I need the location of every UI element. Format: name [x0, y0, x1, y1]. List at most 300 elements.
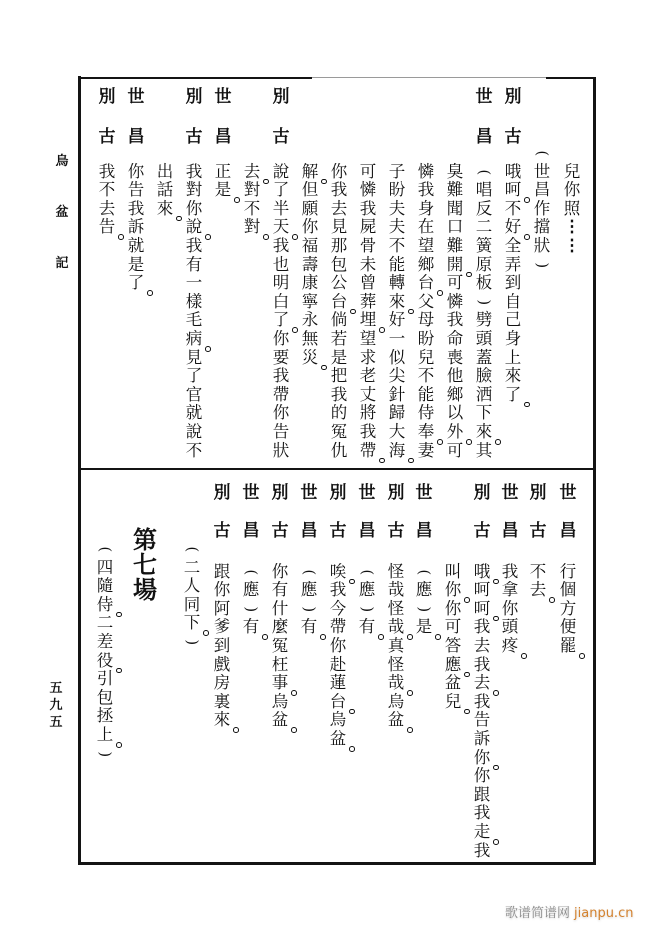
glyph: 我 — [272, 236, 290, 256]
glyph: 狀 — [533, 235, 551, 255]
glyph: ( — [415, 569, 434, 575]
dialogue-text — [556, 563, 580, 656]
glyph: 烏 — [329, 710, 347, 730]
glyph: ) — [183, 639, 202, 646]
glyph: 我 — [473, 803, 491, 823]
glyph: 引 — [96, 669, 114, 689]
glyph: ) — [475, 299, 494, 306]
glyph: 是 — [211, 181, 235, 200]
glyph: 去 — [98, 198, 116, 218]
glyph: 官 — [185, 384, 203, 404]
glyph: 世 — [475, 87, 493, 107]
glyph: 台 — [327, 293, 351, 312]
glyph: 戲 — [213, 654, 231, 674]
speaker-label — [239, 474, 263, 550]
glyph: 訴 — [127, 217, 145, 237]
glyph: ) — [96, 750, 115, 757]
stage-direction — [93, 540, 117, 763]
glyph: 自 — [504, 291, 522, 311]
glyph: 可 — [446, 273, 464, 293]
glyph: 一 — [388, 329, 406, 349]
glyph: 到 — [213, 636, 231, 656]
glyph: ( — [183, 546, 202, 553]
glyph: 望 — [359, 329, 377, 349]
glyph: 你 — [501, 598, 519, 618]
speaker-label — [556, 474, 580, 550]
glyph: 聞 — [446, 198, 464, 218]
glyph: 呵 — [473, 580, 491, 600]
speaker-label — [355, 474, 379, 550]
dialogue-text — [441, 563, 465, 712]
glyph: 屍 — [359, 217, 377, 237]
glyph: 來 — [210, 711, 234, 730]
glyph: 呵 — [501, 181, 525, 200]
glyph: 你 — [272, 403, 290, 423]
glyph: 場 — [133, 575, 157, 604]
glyph: 也 — [272, 254, 290, 274]
glyph: 可 — [359, 161, 377, 181]
glyph: 我 — [127, 198, 145, 218]
glyph: 倘 — [330, 310, 348, 330]
glyph: 你 — [563, 180, 581, 200]
glyph: 第 — [133, 525, 157, 554]
glyph: 二 — [475, 217, 493, 237]
glyph: 盆 — [444, 673, 462, 693]
glyph: 老 — [359, 366, 377, 386]
glyph: 弄 — [504, 254, 522, 274]
speaker-label — [412, 474, 436, 550]
glyph: 裏 — [213, 691, 231, 711]
glyph: 開 — [443, 256, 467, 275]
glyph: 永 — [301, 310, 319, 330]
glyph: ( — [475, 169, 494, 175]
glyph: 能 — [417, 384, 435, 404]
glyph: 帶 — [356, 442, 380, 461]
dialogue-text — [412, 563, 436, 637]
glyph: 哉 — [384, 618, 408, 637]
glyph: 侍 — [93, 596, 117, 615]
glyph: 有 — [239, 618, 263, 637]
glyph: 昌 — [475, 127, 493, 147]
frame-left-border — [78, 76, 81, 865]
glyph: 不 — [185, 440, 203, 460]
glyph: 兒 — [441, 693, 465, 712]
glyph: 鄉 — [446, 384, 464, 404]
glyph: 把 — [330, 366, 348, 386]
glyph: 話 — [156, 180, 174, 200]
glyph: 烏 — [55, 153, 69, 169]
glyph: 好 — [501, 218, 525, 237]
glyph: 你 — [272, 329, 290, 349]
glyph: 樣 — [185, 291, 203, 311]
glyph: 不 — [417, 366, 435, 386]
glyph: 臉 — [475, 366, 493, 386]
glyph: 頭 — [501, 617, 519, 637]
glyph: 今 — [329, 598, 347, 618]
glyph: 我 — [417, 180, 435, 200]
glyph: 古 — [473, 521, 491, 541]
glyph: 我 — [359, 422, 377, 441]
glyph: 兒 — [417, 347, 435, 367]
glyph: 求 — [359, 347, 377, 367]
glyph: 別 — [185, 87, 203, 107]
glyph: 不 — [98, 180, 116, 200]
glyph: 便 — [559, 617, 577, 637]
glyph: 四 — [96, 557, 114, 577]
glyph: 了 — [501, 386, 525, 405]
glyph: 古 — [98, 127, 116, 147]
glyph: 明 — [272, 273, 290, 293]
glyph: 應 — [441, 656, 465, 675]
glyph: 昌 — [358, 521, 376, 541]
glyph: 你 — [473, 766, 491, 786]
glyph: 不 — [388, 236, 406, 256]
dialogue-text — [470, 563, 494, 861]
speaker-label — [268, 474, 292, 550]
glyph: 世 — [533, 161, 551, 181]
glyph: 世 — [214, 87, 232, 107]
scene-heading — [130, 527, 160, 602]
glyph: 別 — [387, 483, 405, 503]
glyph: 望 — [417, 236, 435, 256]
glyph: 母 — [417, 310, 435, 330]
glyph: 我 — [98, 161, 116, 181]
glyph: 昌 — [533, 180, 551, 200]
glyph: 夫 — [388, 198, 406, 218]
glyph: 在 — [417, 217, 435, 237]
glyph: 白 — [272, 291, 290, 311]
glyph: 你 — [441, 581, 465, 600]
glyph: 要 — [272, 347, 290, 367]
glyph: 別 — [473, 483, 491, 503]
glyph: 曾 — [359, 273, 377, 293]
glyph: 走 — [470, 823, 494, 842]
glyph: 赴 — [329, 654, 347, 674]
glyph: 對 — [185, 180, 203, 200]
glyph: 板 — [475, 273, 493, 293]
glyph: 別 — [504, 87, 522, 107]
glyph: 見 — [185, 347, 203, 367]
glyph: 去 — [470, 674, 494, 693]
glyph: 哉 — [384, 674, 408, 693]
glyph: 其 — [475, 440, 493, 460]
glyph: 不 — [504, 198, 522, 218]
glyph: 說 — [185, 422, 203, 441]
glyph: 轉 — [388, 273, 406, 293]
glyph: 臭 — [446, 161, 464, 181]
glyph: 我 — [330, 384, 348, 404]
glyph: 上 — [504, 347, 522, 367]
watermark — [505, 902, 633, 921]
glyph: 拯 — [96, 706, 114, 726]
glyph: 仇 — [330, 440, 348, 460]
glyph: 夫 — [388, 217, 406, 237]
glyph: ⋮ — [563, 217, 581, 237]
speaker-label — [526, 474, 550, 550]
glyph: 怪 — [387, 561, 405, 581]
watermark-site-name: 歌谱简谱网 — [505, 906, 571, 921]
dialogue-column — [384, 0, 408, 928]
glyph: 應 — [242, 580, 260, 600]
glyph: 房 — [213, 673, 231, 693]
glyph: 不 — [243, 198, 261, 218]
glyph: 台 — [414, 274, 438, 293]
glyph: 古 — [272, 127, 290, 147]
glyph: 以 — [446, 403, 464, 423]
glyph: 我 — [501, 561, 519, 581]
glyph: 去 — [330, 198, 348, 218]
glyph: 世 — [415, 483, 433, 503]
glyph: 阿 — [213, 598, 231, 618]
dialogue-text — [526, 563, 550, 600]
glyph: 你 — [185, 198, 203, 218]
dialogue-column — [498, 0, 522, 928]
glyph: 似 — [388, 347, 406, 367]
glyph: 蓮 — [329, 673, 347, 693]
glyph: 別 — [98, 87, 116, 107]
speaker-label — [210, 474, 234, 550]
glyph: ( — [96, 546, 115, 553]
glyph: 口 — [446, 217, 464, 237]
glyph: ) — [242, 606, 261, 613]
glyph: 別 — [272, 87, 290, 107]
glyph: 跟 — [473, 784, 491, 804]
glyph: 應 — [300, 580, 318, 600]
glyph: 正 — [214, 161, 232, 181]
glyph: 你 — [470, 749, 494, 768]
glyph: 喪 — [446, 347, 464, 367]
glyph: 憐 — [359, 180, 377, 200]
glyph: 我 — [272, 366, 290, 386]
glyph: 應 — [415, 580, 433, 600]
glyph: ( — [300, 569, 319, 575]
glyph: 古 — [185, 127, 203, 147]
glyph: 毛 — [185, 310, 203, 330]
glyph: 丈 — [359, 384, 377, 404]
glyph: 來 — [153, 200, 177, 219]
glyph: 盆 — [326, 730, 350, 749]
glyph: 古 — [504, 127, 522, 147]
glyph: 爹 — [213, 617, 231, 637]
dialogue-column — [355, 0, 379, 928]
dialogue-text — [268, 563, 292, 730]
glyph: 寧 — [301, 291, 319, 311]
glyph: 七 — [133, 550, 157, 579]
glyph: 差 — [96, 631, 114, 651]
glyph: 原 — [475, 254, 493, 274]
glyph: 了 — [124, 274, 148, 293]
dialogue-column — [239, 0, 263, 928]
glyph: 侍 — [417, 403, 435, 423]
glyph: 是 — [330, 347, 348, 367]
glyph: 外 — [443, 423, 467, 442]
frame-right-border — [593, 78, 596, 865]
glyph: 古 — [213, 521, 231, 541]
glyph: 叫 — [444, 561, 462, 581]
glyph: 劈 — [475, 310, 493, 330]
glyph: 未 — [359, 254, 377, 274]
dialogue-text — [355, 563, 379, 637]
glyph: 拿 — [501, 580, 519, 600]
glyph: 你 — [330, 161, 348, 181]
glyph: 天 — [269, 218, 293, 237]
glyph: 病 — [182, 330, 206, 349]
glyph: 照 — [563, 198, 581, 218]
dialogue-column — [441, 0, 465, 928]
glyph: 憐 — [446, 291, 464, 311]
glyph: 疼 — [498, 637, 522, 656]
glyph: 對 — [243, 180, 261, 200]
glyph: 五 — [49, 681, 63, 696]
glyph: 簧 — [475, 236, 493, 256]
glyph: ( — [242, 569, 261, 575]
glyph: ) — [358, 606, 377, 613]
dialogue-text — [239, 563, 263, 637]
glyph: 不 — [529, 561, 547, 581]
watermark-domain: jianpu.cn — [574, 906, 634, 921]
glyph: 世 — [559, 483, 577, 503]
glyph: 你 — [329, 636, 347, 656]
glyph: 上 — [93, 726, 117, 745]
glyph: 唉 — [326, 563, 350, 582]
glyph: 無 — [301, 329, 319, 349]
glyph: 你 — [271, 561, 289, 581]
glyph: 告 — [473, 710, 491, 730]
glyph: 我 — [473, 654, 491, 674]
glyph: 你 — [301, 217, 319, 237]
speaker-label — [470, 474, 494, 550]
glyph: 真 — [387, 636, 405, 656]
glyph: 公 — [330, 273, 348, 293]
glyph: 別 — [213, 483, 231, 503]
glyph: 難 — [446, 236, 464, 256]
glyph: 了 — [272, 180, 290, 200]
glyph: 同 — [183, 594, 201, 614]
glyph: 到 — [504, 273, 522, 293]
glyph: 我 — [473, 617, 491, 637]
stage-direction-column — [93, 0, 117, 928]
glyph: 壽 — [301, 254, 319, 274]
glyph: 世 — [242, 483, 260, 503]
stage-direction-column — [180, 0, 204, 928]
glyph: 我 — [330, 180, 348, 200]
glyph: 昌 — [415, 521, 433, 541]
glyph: 世 — [501, 483, 519, 503]
glyph: 骨 — [359, 236, 377, 256]
glyph: 台 — [326, 693, 350, 712]
glyph: 我 — [473, 840, 491, 860]
glyph: 你 — [127, 161, 145, 181]
glyph: ) — [533, 261, 552, 268]
speaker-label — [498, 474, 522, 550]
page-number — [44, 680, 68, 731]
glyph: 訴 — [473, 729, 491, 749]
glyph: 個 — [559, 580, 577, 600]
glyph: 將 — [359, 403, 377, 423]
dialogue-column — [556, 0, 580, 928]
glyph: 好 — [388, 310, 406, 330]
glyph: 你 — [444, 598, 462, 618]
glyph: 隨 — [96, 576, 114, 596]
glyph: 全 — [504, 236, 522, 256]
glyph: 世 — [300, 483, 318, 503]
glyph: 昌 — [559, 521, 577, 541]
glyph: 頭 — [475, 329, 493, 349]
glyph: 出 — [156, 161, 174, 181]
glyph: 蓋 — [475, 347, 493, 367]
glyph: 事 — [268, 674, 292, 693]
glyph: 我 — [446, 310, 464, 330]
glyph: 的 — [330, 403, 348, 423]
glyph: 見 — [330, 217, 348, 237]
glyph: 世 — [358, 483, 376, 503]
glyph: 枉 — [271, 654, 289, 674]
stage-direction — [180, 540, 204, 652]
glyph: 盼 — [417, 329, 435, 349]
dialogue-text — [210, 563, 234, 730]
glyph: 古 — [529, 521, 547, 541]
glyph: 康 — [301, 273, 319, 293]
glyph: 盼 — [388, 180, 406, 200]
glyph: 古 — [329, 521, 347, 541]
dialogue-text — [326, 563, 350, 749]
glyph: ( — [358, 569, 377, 575]
glyph: 去 — [473, 636, 491, 656]
speaker-label — [384, 474, 408, 550]
glyph: 半 — [272, 198, 290, 218]
dialogue-column — [210, 0, 234, 928]
glyph: 可 — [444, 617, 462, 637]
glyph: 就 — [127, 236, 145, 256]
glyph: 役 — [93, 652, 117, 671]
dialogue-text — [384, 563, 408, 730]
glyph: 願 — [301, 198, 319, 218]
glyph: 怪 — [387, 598, 405, 618]
glyph: 一 — [185, 273, 203, 293]
glyph: 尖 — [388, 366, 406, 386]
glyph: 下 — [180, 614, 204, 633]
glyph: 麼 — [271, 617, 289, 637]
glyph: 告 — [272, 422, 290, 441]
glyph: 哉 — [387, 580, 405, 600]
glyph: 歸 — [388, 403, 406, 423]
glyph: 針 — [388, 384, 406, 404]
glyph: 憐 — [417, 161, 435, 181]
glyph: 作 — [533, 198, 551, 218]
glyph: 昌 — [214, 127, 232, 147]
glyph: ) — [415, 606, 434, 613]
glyph: 盆 — [268, 711, 292, 730]
glyph: 昌 — [501, 521, 519, 541]
glyph: 罷 — [556, 637, 580, 656]
dialogue-column — [326, 0, 350, 928]
glyph: 大 — [388, 422, 406, 441]
glyph: 若 — [330, 329, 348, 349]
glyph: 有 — [297, 618, 321, 637]
glyph: 烏 — [271, 691, 289, 711]
glyph: 怪 — [387, 654, 405, 674]
book-title-margin — [50, 136, 74, 289]
glyph: 狀 — [272, 440, 290, 460]
glyph: 我 — [359, 198, 377, 218]
dialogue-column — [470, 0, 494, 928]
glyph: 有 — [185, 254, 203, 274]
glyph: 昌 — [242, 521, 260, 541]
scene-heading-column — [130, 0, 160, 928]
speaker-label — [297, 474, 321, 550]
glyph: 包 — [96, 687, 114, 707]
glyph: 世 — [127, 87, 145, 107]
